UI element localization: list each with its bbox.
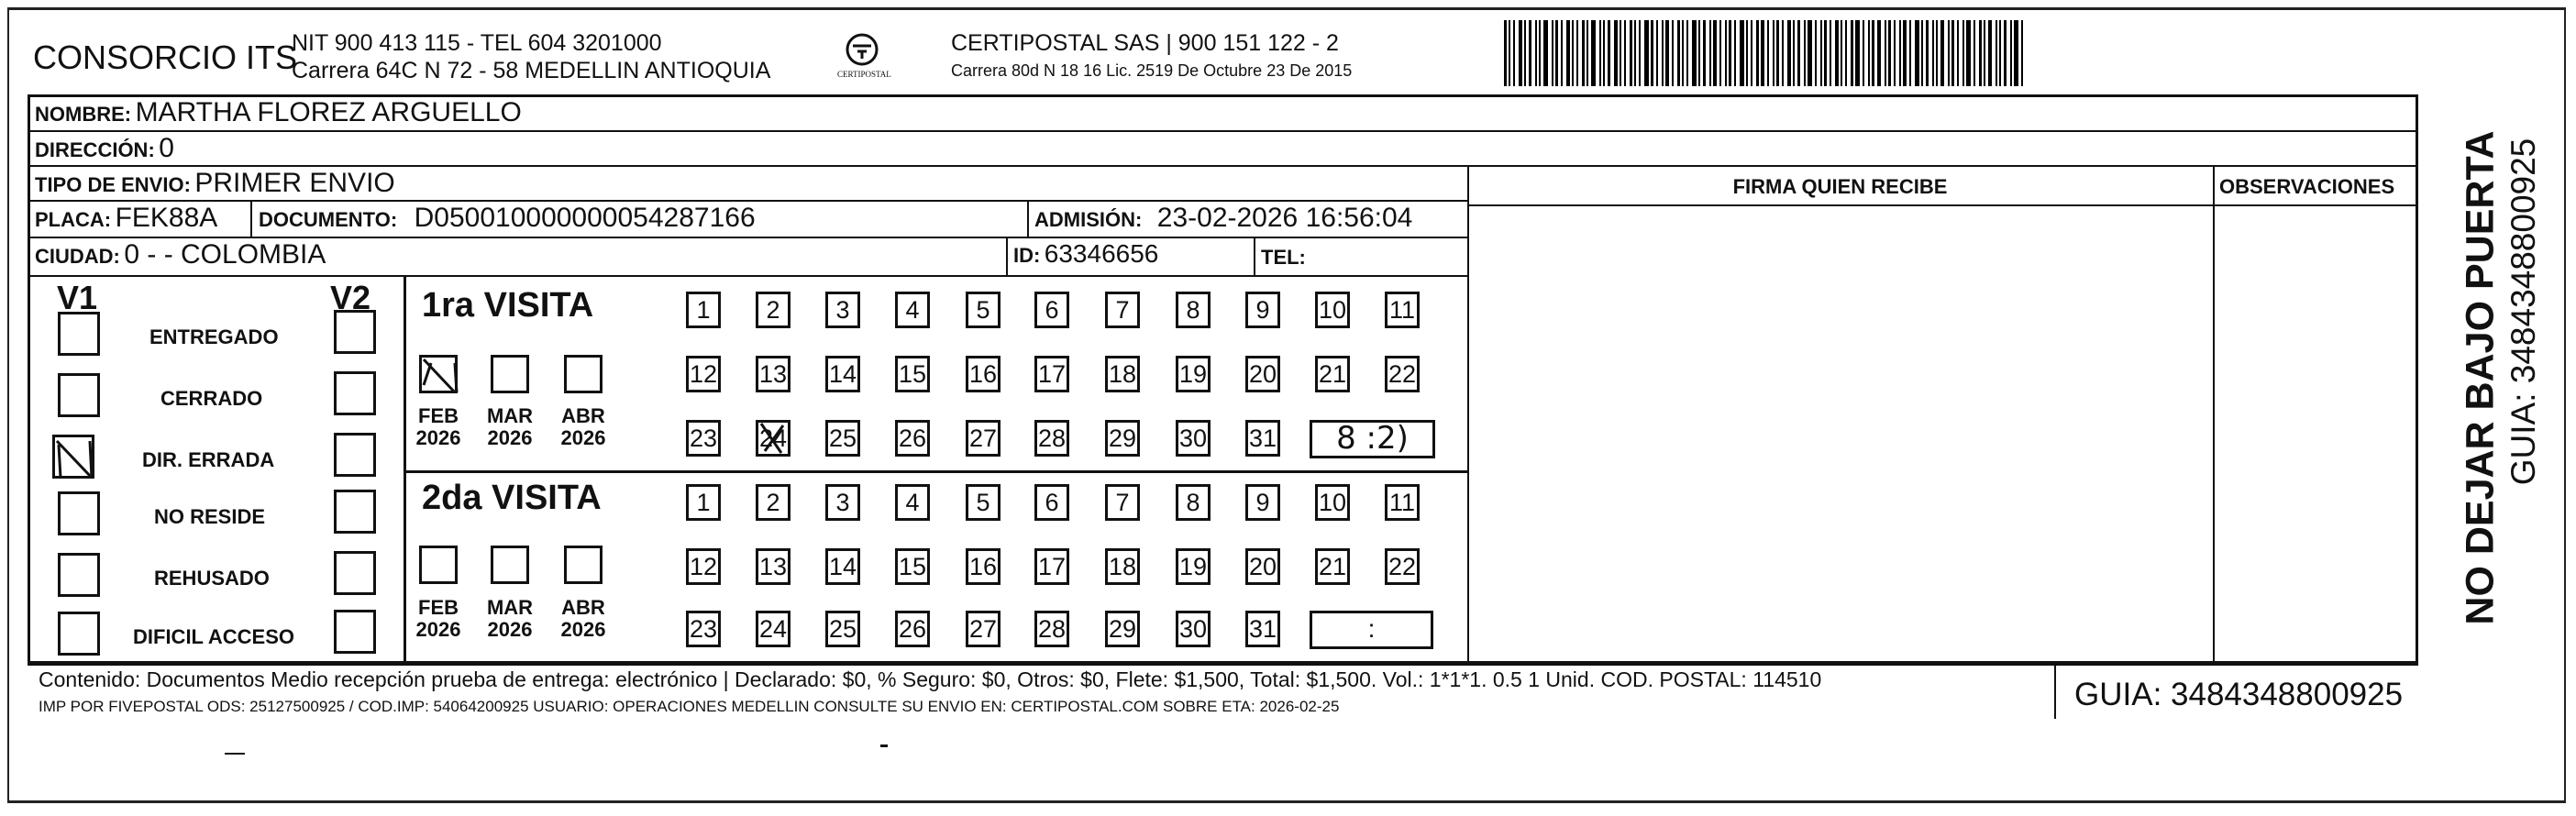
month-name: MAR — [486, 596, 534, 619]
month-name: MAR — [486, 404, 534, 427]
month-name: ABR — [561, 404, 605, 427]
tipo-row — [35, 168, 395, 199]
day-box-10[interactable]: 10 — [1315, 292, 1350, 328]
barcode-bar — [1614, 20, 1618, 86]
day-box-21[interactable]: 21 — [1315, 548, 1350, 585]
ciudad-value: 0 - - COLOMBIA — [124, 239, 326, 270]
day-box-25[interactable]: 25 — [825, 420, 860, 457]
barcode-bar — [1782, 20, 1784, 86]
day-box-13[interactable]: 13 — [756, 548, 790, 585]
month-name: ABR — [561, 596, 605, 619]
placa-label: PLACA: — [35, 208, 112, 231]
barcode-bar — [1682, 20, 1684, 86]
v1-checkbox[interactable] — [58, 491, 100, 535]
barcode-icon — [1504, 20, 2027, 86]
barcode-bar — [1984, 20, 1985, 86]
day-box-7[interactable]: 7 — [1105, 292, 1140, 328]
barcode-bar — [2010, 20, 2012, 86]
barcode-bar — [1725, 20, 1727, 86]
barcode-bar — [1979, 20, 1982, 86]
day-box-2[interactable]: 2 — [756, 484, 790, 521]
v2-checkbox[interactable] — [334, 371, 376, 415]
company-name: CONSORCIO ITS — [33, 39, 298, 76]
barcode-bar — [1513, 20, 1515, 86]
v2-checkbox[interactable] — [334, 610, 376, 654]
stray-mark — [880, 744, 888, 747]
barcode-bar — [1734, 20, 1736, 86]
barcode-bar — [1624, 20, 1626, 86]
day-box-18[interactable]: 18 — [1105, 356, 1140, 392]
month-name: FEB — [418, 404, 459, 427]
barcode-bar — [1841, 20, 1842, 86]
documento-value: D050010000000054287166 — [414, 203, 756, 233]
barcode-bar — [1948, 20, 1950, 86]
ciudad-label: CIUDAD: — [35, 245, 120, 268]
month-year: 2026 — [415, 618, 461, 641]
day-box-30[interactable]: 30 — [1176, 611, 1211, 647]
barcode-bar — [1872, 20, 1874, 86]
barcode-bar — [2004, 20, 2007, 86]
day-box-11[interactable]: 11 — [1385, 484, 1420, 521]
barcode-bar — [1576, 20, 1578, 86]
day-box-19[interactable]: 19 — [1176, 356, 1211, 392]
barcode-bar — [1751, 20, 1752, 86]
barcode-bar — [1552, 20, 1553, 86]
day-box-5[interactable]: 5 — [966, 292, 1001, 328]
barcode-bar — [1773, 20, 1774, 86]
month-label — [482, 405, 537, 449]
nombre-row — [35, 97, 522, 128]
day-box-7[interactable]: 7 — [1105, 484, 1140, 521]
day-box-17[interactable]: 17 — [1034, 356, 1069, 392]
barcode-bar — [1524, 20, 1526, 86]
day-box-23[interactable]: 23 — [686, 611, 721, 647]
barcode-bar — [1509, 20, 1510, 86]
v1-checkbox[interactable] — [58, 373, 100, 417]
day-box-4[interactable]: 4 — [895, 292, 930, 328]
certipostal-logo — [830, 31, 894, 86]
day-box-17[interactable]: 17 — [1034, 548, 1069, 585]
barcode-bar — [1885, 20, 1886, 86]
barcode-bar — [1555, 20, 1558, 86]
day-box-24[interactable]: 24 — [756, 420, 790, 457]
barcode-bar — [1566, 20, 1570, 86]
tipo-value: PRIMER ENVIO — [194, 168, 395, 198]
month-label — [556, 405, 611, 449]
v2-checkbox[interactable] — [334, 551, 376, 595]
day-box-21[interactable]: 21 — [1315, 356, 1350, 392]
day-box-31[interactable]: 31 — [1245, 420, 1280, 457]
barcode-bar — [1644, 20, 1649, 86]
day-box-25[interactable]: 25 — [825, 611, 860, 647]
firma-label: FIRMA QUIEN RECIBE — [1732, 175, 1948, 198]
v2-checkbox[interactable] — [334, 310, 376, 354]
month-year: 2026 — [487, 618, 533, 641]
direccion-row — [35, 133, 174, 164]
handwritten-check-icon — [55, 437, 97, 481]
month-checkbox[interactable] — [564, 546, 603, 584]
barcode-bar — [1957, 20, 1959, 86]
day-box-2[interactable]: 2 — [756, 292, 790, 328]
day-box-8[interactable]: 8 — [1176, 484, 1211, 521]
barcode-bar — [1903, 20, 1907, 86]
barcode-bar — [1698, 20, 1700, 86]
company-address: Carrera 64C N 72 - 58 MEDELLIN ANTIOQUIA — [292, 58, 771, 83]
barcode-bar — [1936, 20, 1938, 86]
day-box-6[interactable]: 6 — [1034, 292, 1069, 328]
barcode-bar — [1793, 20, 1795, 86]
day-box-14[interactable]: 14 — [825, 548, 860, 585]
day-box-10[interactable]: 10 — [1315, 484, 1350, 521]
day-box-27[interactable]: 27 — [966, 611, 1001, 647]
barcode-bar — [1729, 20, 1731, 86]
courier-name: CERTIPOSTAL SAS | 900 151 122 - 2 — [951, 30, 1339, 56]
visit-title: 2da VISITA — [422, 479, 602, 517]
month-name: FEB — [418, 596, 459, 619]
admision-label: ADMISIÓN: — [1034, 208, 1143, 231]
month-label — [482, 597, 537, 641]
barcode-bar — [1926, 20, 1929, 86]
barcode-bar — [1855, 20, 1860, 86]
status-option-label: CERRADO — [160, 387, 263, 410]
barcode-bar — [1620, 20, 1621, 86]
day-box-15[interactable]: 15 — [895, 356, 930, 392]
barcode-bar — [1656, 20, 1658, 86]
handwritten-check-icon — [422, 358, 460, 396]
barcode-bar — [1686, 20, 1688, 86]
month-label — [411, 597, 466, 641]
barcode-bar — [1582, 20, 1585, 86]
day-box-3[interactable]: 3 — [825, 484, 860, 521]
barcode-bar — [2014, 20, 2018, 86]
barcode-bar — [1504, 20, 1507, 86]
barcode-bar — [1940, 20, 1944, 86]
day-box-14[interactable]: 14 — [825, 356, 860, 392]
day-box-4[interactable]: 4 — [895, 484, 930, 521]
barcode-bar — [1921, 20, 1923, 86]
day-box-9[interactable]: 9 — [1245, 484, 1280, 521]
day-box-1[interactable]: 1 — [686, 484, 721, 521]
month-checkbox[interactable] — [564, 355, 603, 393]
month-year: 2026 — [487, 426, 533, 449]
month-checkbox[interactable] — [491, 355, 529, 393]
id-label: ID: — [1013, 244, 1041, 267]
month-checkbox[interactable] — [419, 546, 458, 584]
footer-imp: IMP POR FIVEPOSTAL ODS: 25127500925 / COD.IMP: 54064200925 USUARIO: OPERACIONES MEDELLIN CONSULTE SU ENVIO EN: CERTIPOSTAL.COM SOBRE ETA: 2026-02-25 — [39, 698, 1340, 715]
id-value: 63346656 — [1044, 239, 1159, 268]
barcode-bar — [1703, 20, 1706, 86]
company-nit: NIT 900 413 115 - TEL 604 3201000 — [292, 30, 662, 56]
barcode-bar — [1665, 20, 1669, 86]
month-year: 2026 — [560, 618, 606, 641]
day-box-26[interactable]: 26 — [895, 611, 930, 647]
day-box-3[interactable]: 3 — [825, 292, 860, 328]
barcode-bar — [1746, 20, 1748, 86]
barcode-bar — [1572, 20, 1574, 86]
barcode-bar — [1845, 20, 1847, 86]
status-option-label: REHUSADO — [154, 567, 270, 590]
day-box-22[interactable]: 22 — [1385, 548, 1420, 585]
barcode-bar — [1603, 20, 1605, 86]
barcode-bar — [1539, 20, 1541, 86]
barcode-bar — [1815, 20, 1817, 86]
barcode-bar — [1877, 20, 1881, 86]
barcode-bar — [1713, 20, 1717, 86]
day-box-19[interactable]: 19 — [1176, 548, 1211, 585]
id-cell — [1013, 239, 1158, 269]
month-year: 2026 — [415, 426, 461, 449]
month-label — [411, 405, 466, 449]
barcode-bar — [1973, 20, 1975, 86]
day-box-6[interactable]: 6 — [1034, 484, 1069, 521]
day-box-8[interactable]: 8 — [1176, 292, 1211, 328]
day-box-29[interactable]: 29 — [1105, 611, 1140, 647]
day-box-5[interactable]: 5 — [966, 484, 1001, 521]
logo-text: CERTIPOSTAL — [837, 70, 891, 79]
barcode-bar — [1767, 20, 1769, 86]
barcode-bar — [1672, 20, 1674, 86]
barcode-bar — [1966, 20, 1971, 86]
visit-title: 1ra VISITA — [422, 286, 594, 325]
day-box-28[interactable]: 28 — [1034, 611, 1069, 647]
barcode-bar — [1915, 20, 1919, 86]
day-box-1[interactable]: 1 — [686, 292, 721, 328]
day-box-20[interactable]: 20 — [1245, 548, 1280, 585]
tel-label: TEL: — [1261, 246, 1306, 269]
barcode-bar — [1719, 20, 1721, 86]
v1-checkbox[interactable] — [58, 312, 100, 356]
day-box-13[interactable]: 13 — [756, 356, 790, 392]
day-box-9[interactable]: 9 — [1245, 292, 1280, 328]
handwritten-strike-icon — [756, 420, 790, 457]
barcode-bar — [1756, 20, 1759, 86]
documento-cell — [259, 203, 756, 234]
observaciones-area[interactable] — [2216, 207, 2416, 662]
admision-value: 23-02-2026 16:56:04 — [1156, 203, 1413, 233]
barcode-bar — [1599, 20, 1601, 86]
status-option-label: NO RESIDE — [154, 505, 266, 528]
placa-cell — [35, 203, 217, 234]
footer-guia: GUIA: 3484348800925 — [2074, 677, 2404, 712]
visit-time-box[interactable]: 8 :2) — [1310, 420, 1435, 458]
barcode-bar — [1709, 20, 1711, 86]
v2-label: V2 — [330, 279, 371, 316]
barcode-bar — [1797, 20, 1800, 86]
barcode-bar — [1820, 20, 1822, 86]
day-box-30[interactable]: 30 — [1176, 420, 1211, 457]
barcode-bar — [1932, 20, 1934, 86]
barcode-bar — [1804, 20, 1806, 86]
barcode-bar — [1608, 20, 1610, 86]
barcode-bar — [1894, 20, 1896, 86]
direccion-label: DIRECCIÓN: — [35, 138, 155, 161]
barcode-bar — [1651, 20, 1653, 86]
day-box-12[interactable]: 12 — [686, 548, 721, 585]
day-box-11[interactable]: 11 — [1385, 292, 1420, 328]
barcode-bar — [1888, 20, 1891, 86]
day-box-18[interactable]: 18 — [1105, 548, 1140, 585]
barcode-bar — [1835, 20, 1839, 86]
barcode-bar — [1662, 20, 1664, 86]
barcode-bar — [1543, 20, 1548, 86]
v1-checkbox[interactable] — [52, 435, 94, 479]
barcode-bar — [1830, 20, 1831, 86]
month-label — [556, 597, 611, 641]
barcode-bar — [1630, 20, 1632, 86]
v1-label: V1 — [57, 279, 98, 316]
barcode-bar — [1677, 20, 1680, 86]
side-guia: GUIA: 3484348800925 — [2504, 138, 2542, 486]
barcode-bar — [1519, 20, 1522, 86]
tel-cell — [1261, 241, 1306, 270]
day-box-26[interactable]: 26 — [895, 420, 930, 457]
ciudad-cell — [35, 239, 326, 270]
day-box-24[interactable]: 24 — [756, 611, 790, 647]
barcode-bar — [1740, 20, 1744, 86]
day-box-20[interactable]: 20 — [1245, 356, 1280, 392]
barcode-bar — [1634, 20, 1636, 86]
barcode-bar — [1808, 20, 1812, 86]
day-box-27[interactable]: 27 — [966, 420, 1001, 457]
day-box-16[interactable]: 16 — [966, 548, 1001, 585]
barcode-bar — [2021, 20, 2023, 86]
v2-checkbox[interactable] — [334, 490, 376, 534]
day-box-28[interactable]: 28 — [1034, 420, 1069, 457]
v2-checkbox[interactable] — [334, 433, 376, 477]
barcode-bar — [1851, 20, 1853, 86]
barcode-bar — [1639, 20, 1641, 86]
stray-mark — [225, 753, 245, 755]
footer-contenido: Contenido: Documentos Medio recepción prueba de entrega: electrónico | Declarado: $0, % Seguro: $0, Otros: $0, Flete: $1,500, Total: $1,500. Vol.: 1*1*1. 0.5 1 Unid. COD. POSTAL: 114510 — [39, 667, 1822, 691]
barcode-bar — [1899, 20, 1901, 86]
day-box-22[interactable]: 22 — [1385, 356, 1420, 392]
barcode-bar — [1996, 20, 1997, 86]
barcode-bar — [1988, 20, 1992, 86]
barcode-bar — [1761, 20, 1764, 86]
status-option-label: DIFICIL ACCESO — [133, 625, 295, 648]
barcode-bar — [1529, 20, 1531, 86]
day-box-29[interactable]: 29 — [1105, 420, 1140, 457]
v1-checkbox[interactable] — [58, 612, 100, 656]
day-box-12[interactable]: 12 — [686, 356, 721, 392]
visit-time-box[interactable]: : — [1310, 611, 1433, 649]
barcode-bar — [1776, 20, 1779, 86]
placa-value: FEK88A — [115, 203, 218, 233]
barcode-bar — [1535, 20, 1537, 86]
barcode-bar — [1587, 20, 1588, 86]
status-option-label: DIR. ERRADA — [142, 448, 275, 471]
barcode-bar — [1909, 20, 1911, 86]
admision-cell — [1034, 203, 1412, 234]
side-warning: NO DEJAR BAJO PUERTA — [2458, 130, 2503, 625]
v1-checkbox[interactable] — [58, 553, 100, 597]
courier-license: Carrera 80d N 18 16 Lic. 2519 De Octubre 23 De 2015 — [951, 61, 1353, 80]
barcode-bar — [1868, 20, 1870, 86]
day-box-31[interactable]: 31 — [1245, 611, 1280, 647]
day-box-15[interactable]: 15 — [895, 548, 930, 585]
barcode-bar — [1561, 20, 1563, 86]
month-checkbox[interactable] — [491, 546, 529, 584]
barcode-bar — [1863, 20, 1864, 86]
signature-area[interactable] — [1470, 207, 2211, 662]
barcode-bar — [1999, 20, 2001, 86]
observaciones-label: OBSERVACIONES — [2219, 175, 2395, 198]
documento-label: DOCUMENTO: — [259, 208, 398, 231]
day-box-23[interactable]: 23 — [686, 420, 721, 457]
nombre-value: MARTHA FLOREZ ARGUELLO — [135, 97, 522, 127]
day-box-16[interactable]: 16 — [966, 356, 1001, 392]
status-option-label: ENTREGADO — [149, 325, 279, 348]
tipo-label: TIPO DE ENVIO: — [35, 173, 191, 196]
barcode-bar — [1962, 20, 1964, 86]
month-year: 2026 — [560, 426, 606, 449]
nombre-label: NOMBRE: — [35, 103, 132, 126]
barcode-bar — [1787, 20, 1791, 86]
barcode-bar — [1951, 20, 1954, 86]
direccion-value: 0 — [159, 133, 174, 163]
barcode-bar — [1591, 20, 1596, 86]
barcode-bar — [1824, 20, 1827, 86]
month-checkbox[interactable] — [419, 355, 458, 393]
barcode-bar — [1692, 20, 1697, 86]
